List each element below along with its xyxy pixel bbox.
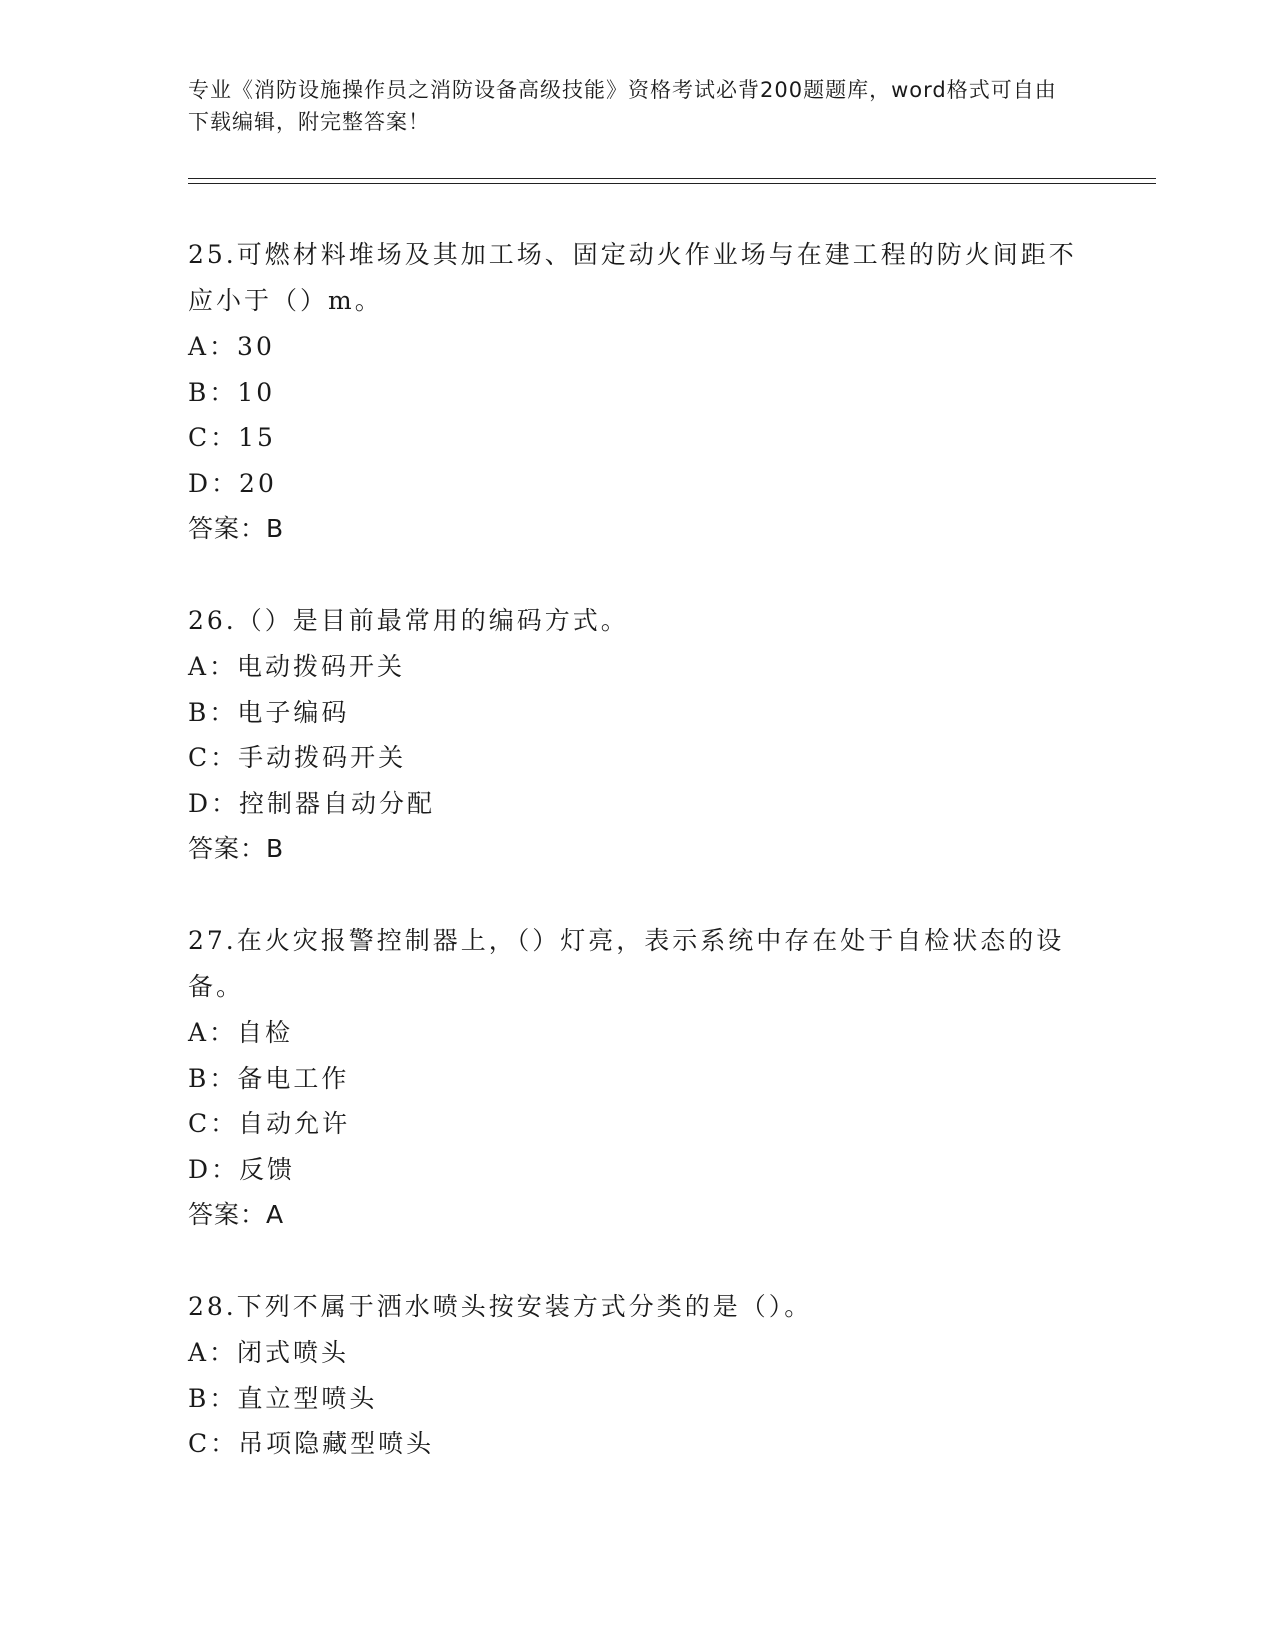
question-stem: 28.下列不属于洒水喷头按安装方式分类的是（）。 (188, 1292, 813, 1321)
header-divider-bottom (188, 183, 1156, 184)
question-25 (188, 232, 1088, 552)
question-stem: 27.在火灾报警控制器上，（）灯亮，表示系统中存在处于自检状态的设备。 (188, 926, 1065, 1001)
answer: 答案：B (188, 514, 285, 543)
option-b: B：10 (188, 377, 276, 407)
option-a: A：30 (188, 332, 275, 361)
option-c: C：自动允许 (188, 1109, 351, 1138)
header-divider-top (188, 178, 1156, 179)
header-text: 专业《消防设施操作员之消防设备高级技能》资格考试必背200题题库，word格式可自由下载编辑，附完整答案！ (188, 78, 1057, 134)
option-b: B：电子编码 (188, 697, 350, 727)
option-b: B：直立型喷头 (188, 1383, 378, 1413)
option-a: A：闭式喷头 (188, 1338, 350, 1367)
question-26 (188, 598, 1088, 872)
question-stem: 25.可燃材料堆场及其加工场、固定动火作业场与在建工程的防火间距不应小于（）m。 (188, 240, 1077, 315)
option-c: C：15 (188, 423, 276, 452)
option-d: D：反馈 (188, 1154, 296, 1184)
question-stem: 26.（）是目前最常用的编码方式。 (188, 606, 629, 635)
option-c: C：手动拨码开关 (188, 743, 407, 772)
option-d: D：控制器自动分配 (188, 788, 436, 818)
option-c: C：吊项隐藏型喷头 (188, 1429, 435, 1458)
question-28 (188, 1284, 1088, 1467)
option-b: B：备电工作 (188, 1063, 350, 1093)
option-d: D：20 (188, 468, 277, 498)
question-27 (188, 918, 1088, 1238)
document-header (188, 74, 1068, 138)
answer: 答案：A (188, 1200, 285, 1229)
option-a: A：电动拨码开关 (188, 652, 406, 681)
answer: 答案：B (188, 834, 285, 863)
option-a: A：自检 (188, 1018, 294, 1047)
question-list (188, 232, 1088, 1513)
